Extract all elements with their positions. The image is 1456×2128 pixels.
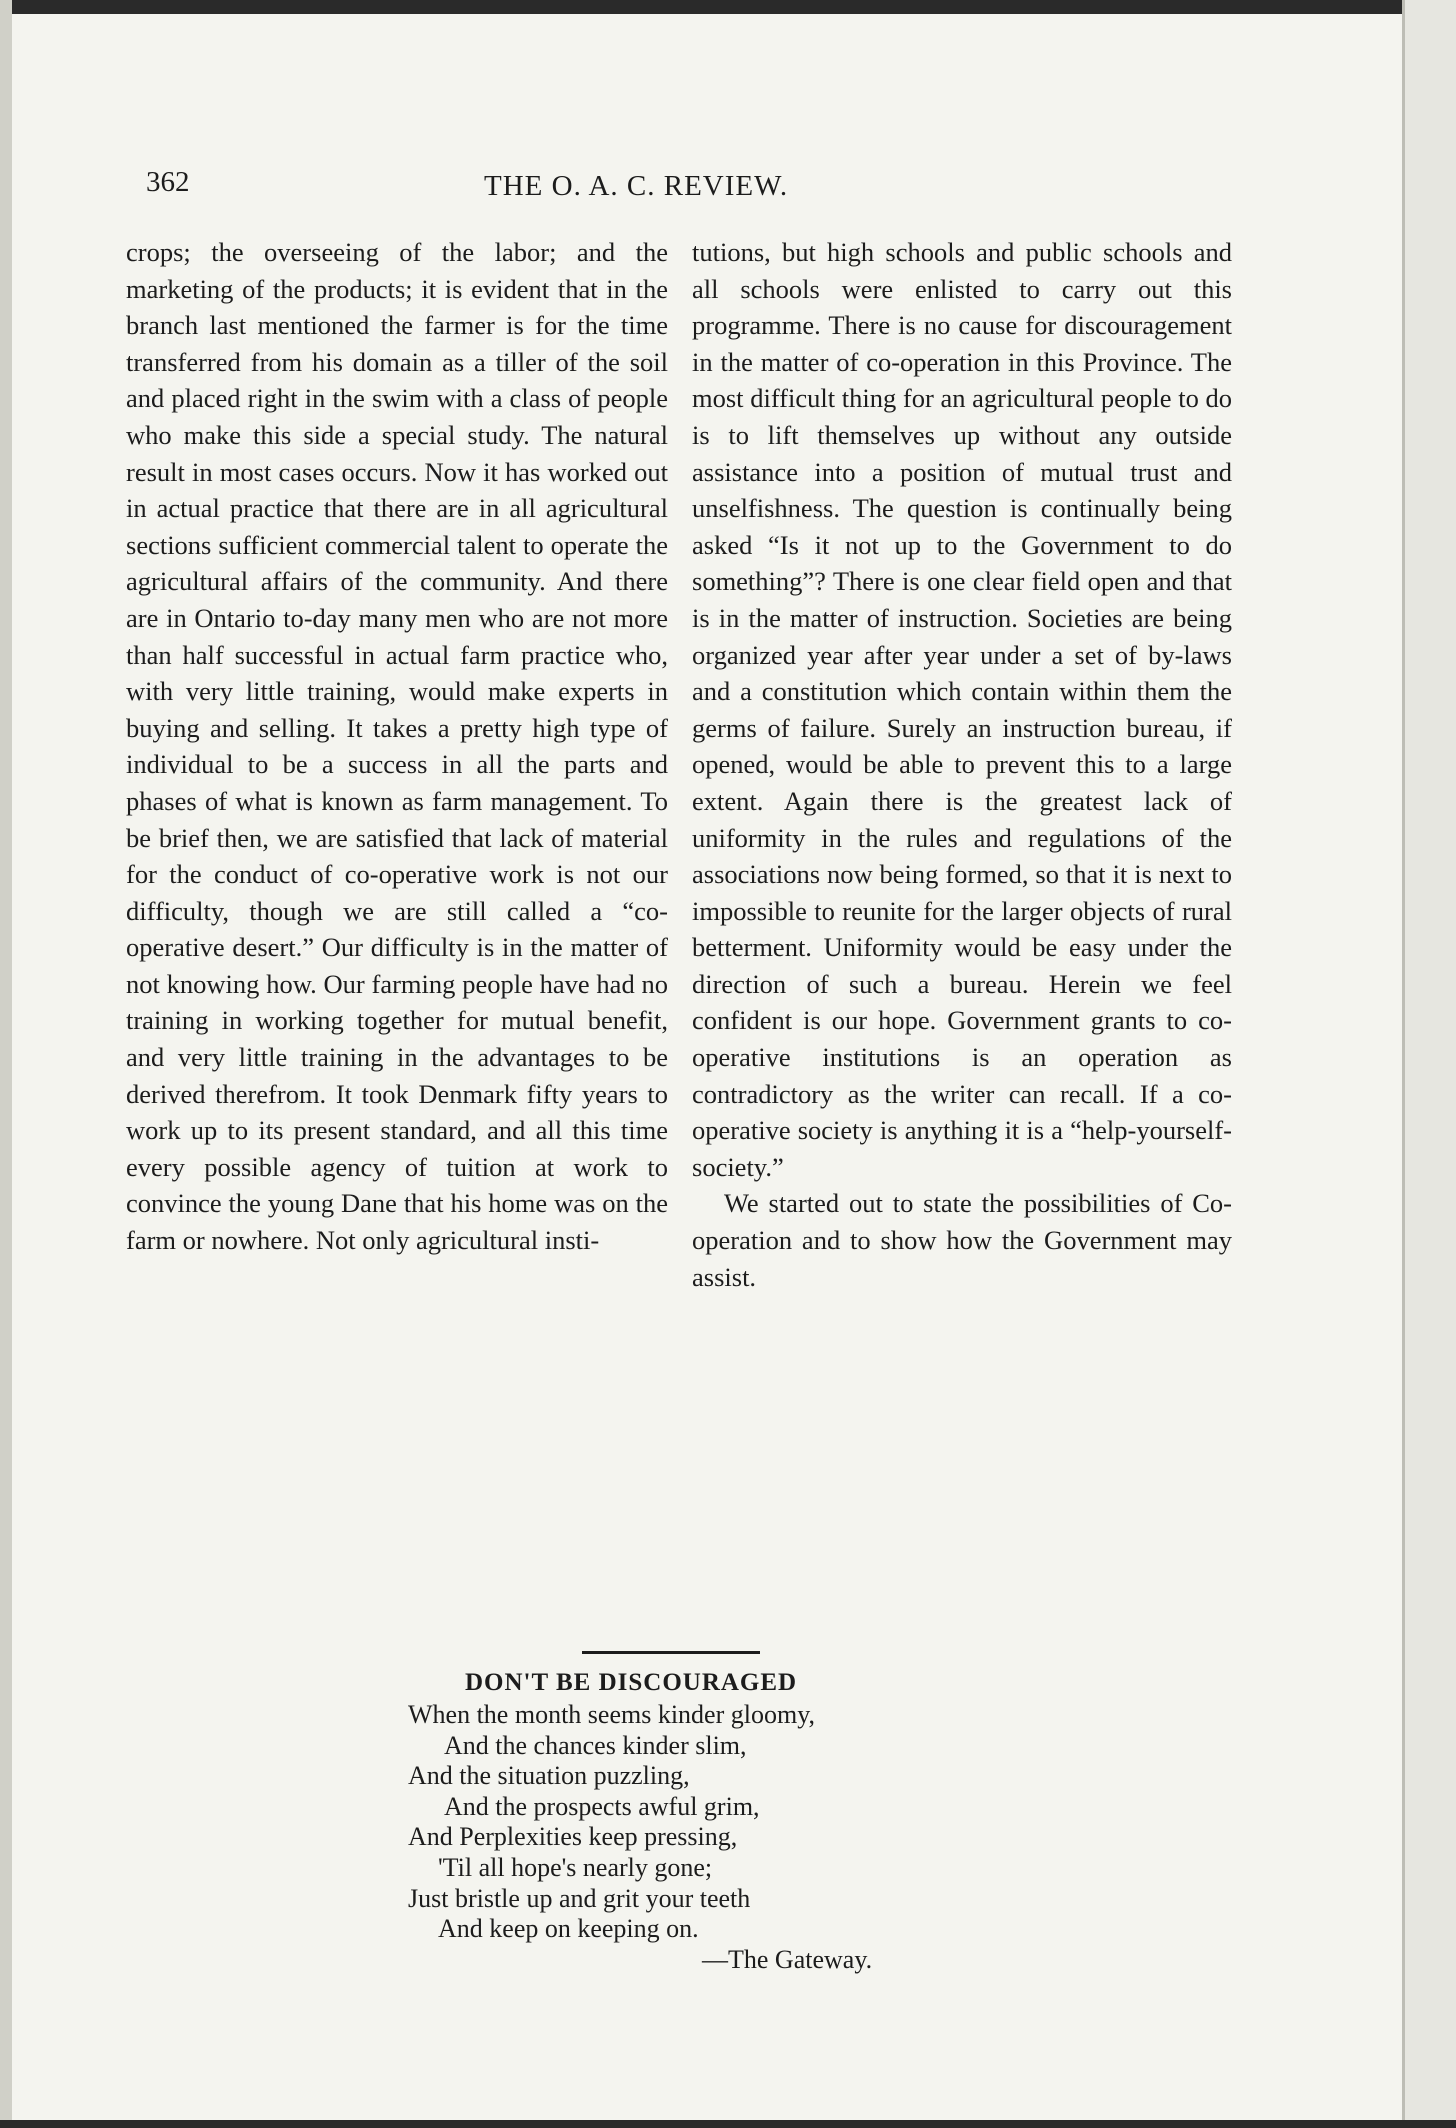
poem-attribution: —The Gateway.: [702, 1944, 873, 1974]
poem-line: And Perplexities keep pressing,: [408, 1822, 738, 1852]
scan-border-bottom: [0, 2120, 1456, 2128]
scan-border-right: [1402, 0, 1456, 2128]
scan-border-left: [0, 0, 12, 2128]
poem-line: And the chances kinder slim,: [444, 1730, 747, 1760]
article-paragraph: crops; the overseeing of the labor; and the marketing of the products; it is evident that in the branch last mentioned the farmer is for the time transferred from his domain as a tiller of the soil and placed right in the swim with a class of people who make this side a special study. The natural result in most cases occurs. Now it has worked out in actual practice that there are in all agricultural sections sufficient commercial talent to operate the agricultural affairs of the community. And there are in Ontario to-day many men who are not more than half successful in actual farm practice who, with very little training, would make experts in buying and selling. It takes a pretty high type of individual to be a success in all the parts and phases of what is known as farm management. To be brief then, we are satisfied that lack of material for the conduct of co-operative work is not our difficulty, though we are still called a “co-operative desert.” Our difficulty is in the matter of not knowing how. Our farming people have had no training in working together for mutual benefit, and very little training in the advantages to be derived therefrom. It took Denmark fifty years to work up to its present standard, and all this time every possible agency of tuition at work to convince the young Dane that his home was on the farm or nowhere. Not only agricultural insti-: [126, 237, 668, 1256]
poem-line: When the month seems kinder gloomy,: [408, 1700, 816, 1729]
article-paragraph: tutions, but high schools and public schools and all schools were enlisted to carry out this programme. There is no cause for discouragement in the matter of co-operation in this Province. The most difficult thing for an agricultural people to do is to lift themselves up without any outside assistance into a position of mutual trust and unselfishness. The question is continually being asked “Is it not up to the Government to do something”? There is one clear field open and that is in the matter of instruction. Societies are being organized year after year under a set of by-laws and a constitution which contain within them the germs of failure. Surely an instruction bureau, if opened, would be able to prevent this to a large extent. Again there is the greatest lack of uniformity in the rules and regulations of the associations now being formed, so that it is next to impossible to reunite for the larger objects of rural betterment. Uniformity would be easy under the direction of such a bureau. Herein we feel confident is our hope. Government grants to co-operative institutions is an operation as contradictory as the writer can recall. If a co-operative society is anything it is a “help-yourself-society.”: [692, 237, 1232, 1182]
poem-line: And the situation puzzling,: [408, 1761, 690, 1791]
poem-title: DON'T BE DISCOURAGED: [465, 1669, 798, 1696]
poem-line: And the prospects awful grim,: [444, 1791, 760, 1821]
section-divider: [582, 1651, 760, 1654]
running-head-title: THE O. A. C. REVIEW.: [484, 170, 789, 202]
article-paragraph: We started out to state the possibilities of Co-operation and to show how the Government may assist.: [692, 1188, 1232, 1292]
page-number: 362: [146, 166, 190, 198]
article-right-column: [692, 234, 1232, 1295]
poem-line: And keep on keeping on.: [438, 1914, 699, 1944]
poem-line: Just bristle up and grit your teeth: [408, 1883, 751, 1913]
poem-body: [408, 1700, 872, 1975]
poem-line: 'Til all hope's nearly gone;: [438, 1852, 713, 1882]
scan-border-top: [0, 0, 1456, 14]
article-left-column: [126, 234, 668, 1259]
